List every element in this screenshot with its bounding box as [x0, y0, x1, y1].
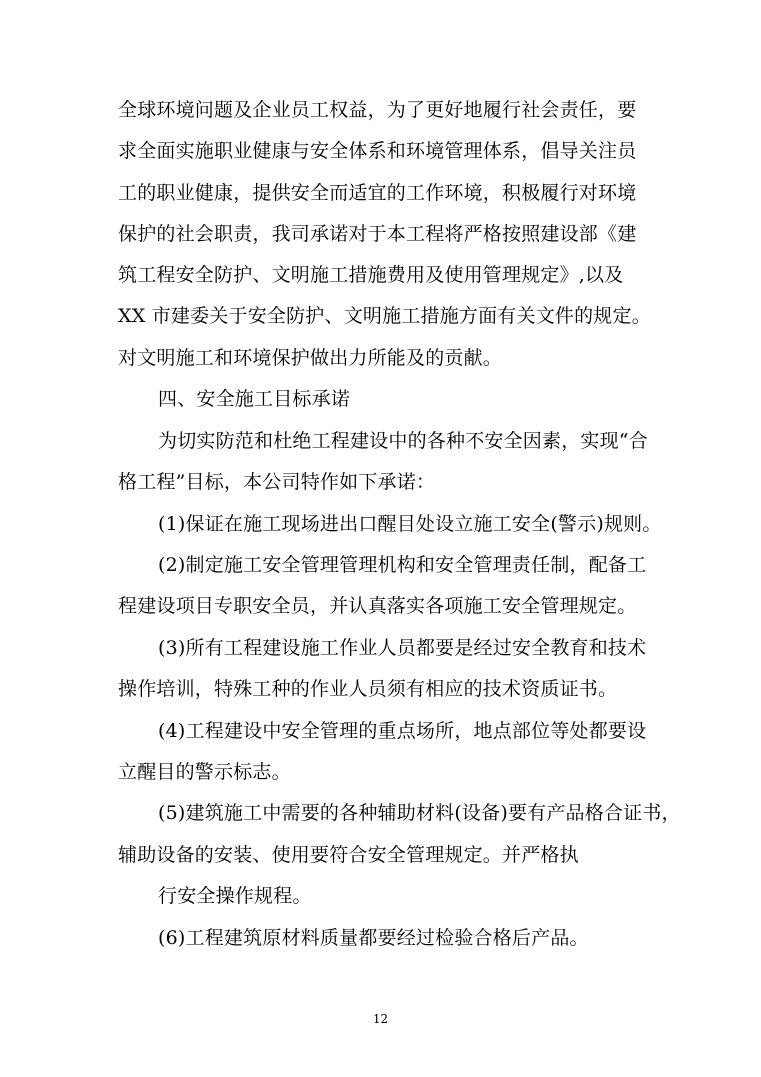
page-number: 12: [372, 1012, 389, 1026]
body-line-7: 对文明施工和环境保护做出力所能及的贡献。: [118, 347, 503, 369]
commitment-6: (6)工程建筑原材料质量都要经过检验合格后产品。: [158, 927, 589, 949]
commitment-1: (1)保证在施工现场进出口醒目处设立施工安全(警示)规则。: [158, 513, 662, 535]
commitment-4-line-1: (4)工程建设中安全管理的重点场所，地点部位等处都要设: [158, 720, 647, 742]
body-line-3: 工的职业健康，提供安全而适宜的工作环境，积极履行对环境: [118, 182, 637, 204]
commitment-3-line-2: 操作培训，特殊工种的作业人员须有相应的技术资质证书。: [118, 678, 618, 700]
body-line-2: 求全面实施职业健康与安全体系和环境管理体系，倡导关注员: [118, 140, 637, 162]
section-heading: 四、安全施工目标承诺: [158, 388, 351, 410]
body-line-6: XX 市建委关于安全防护、文明施工措施方面有关文件的规定。: [118, 305, 651, 327]
body-line-10: 格工程”目标，本公司特作如下承诺：: [118, 471, 436, 493]
body-line-4: 保护的社会职责，我司承诺对于本工程将严格按照建设部《建: [118, 223, 637, 245]
commitment-2-line-2: 程建设项目专职安全员，并认真落实各项施工安全管理规定。: [118, 595, 637, 617]
commitment-4-line-2: 立醒目的警示标志。: [118, 761, 291, 783]
body-line-5: 筑工程安全防护、文明施工措施费用及使用管理规定》,以及: [118, 264, 624, 286]
commitment-3-line-1: (3)所有工程建设施工作业人员都要是经过安全教育和技术: [158, 637, 647, 659]
commitment-5-line-3: 行安全操作规程。: [158, 885, 312, 907]
commitment-2-line-1: (2)制定施工安全管理管理机构和安全管理责任制，配备工: [158, 554, 647, 576]
body-line-1: 全球环境问题及企业员工权益，为了更好地履行社会责任，要: [118, 99, 637, 121]
commitment-5-line-2: 辅助设备的安装、使用要符合安全管理规定。并严格执: [118, 844, 579, 866]
commitment-5-line-1: (5)建筑施工中需要的各种辅助材料(设备)要有产品格合证书，: [158, 802, 681, 824]
body-line-9: 为切实防范和杜绝工程建设中的各种不安全因素，实现“合: [158, 430, 648, 452]
